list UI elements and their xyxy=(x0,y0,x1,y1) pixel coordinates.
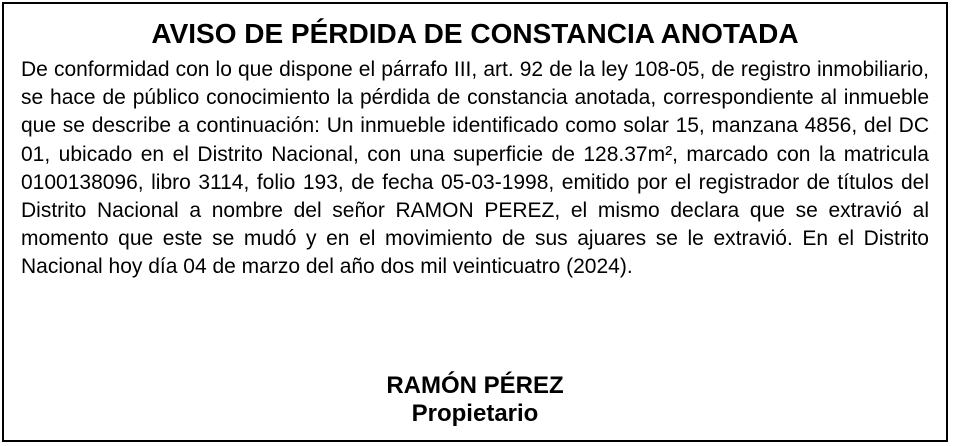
notice-body: De conformidad con lo que dispone el párrafo III, art. 92 de la ley 108-05, de registro inmobiliario, se hace de público conocimiento la pérdida de constancia anotada, correspondiente al inmueble que se describe a continuación: Un inmueble identificado como solar 15, manzana 4856, del DC 01, ubicado en el Distrito Nacional, con una superficie de 128.37m², marcado con la matricula 0100138096, libro 3114, folio 193, de fecha 05-03-1998, emitido por el registrador de títulos del Distrito Nacional a nombre del señor RAMON PEREZ, el mismo declara que se extravió al momento que este se mudó y en el movimiento de sus ajuares se le extravió. En el Distrito Nacional hoy día 04 de marzo del año dos mil veinticuatro (2024). xyxy=(21,58,929,279)
signatory-role: Propietario xyxy=(411,400,539,427)
signatory-name: RAMÓN PÉREZ xyxy=(386,372,564,399)
signature-block xyxy=(4,372,946,428)
legal-notice xyxy=(2,2,948,442)
notice-title: AVISO DE PÉRDIDA DE CONSTANCIA ANOTADA xyxy=(151,18,799,49)
